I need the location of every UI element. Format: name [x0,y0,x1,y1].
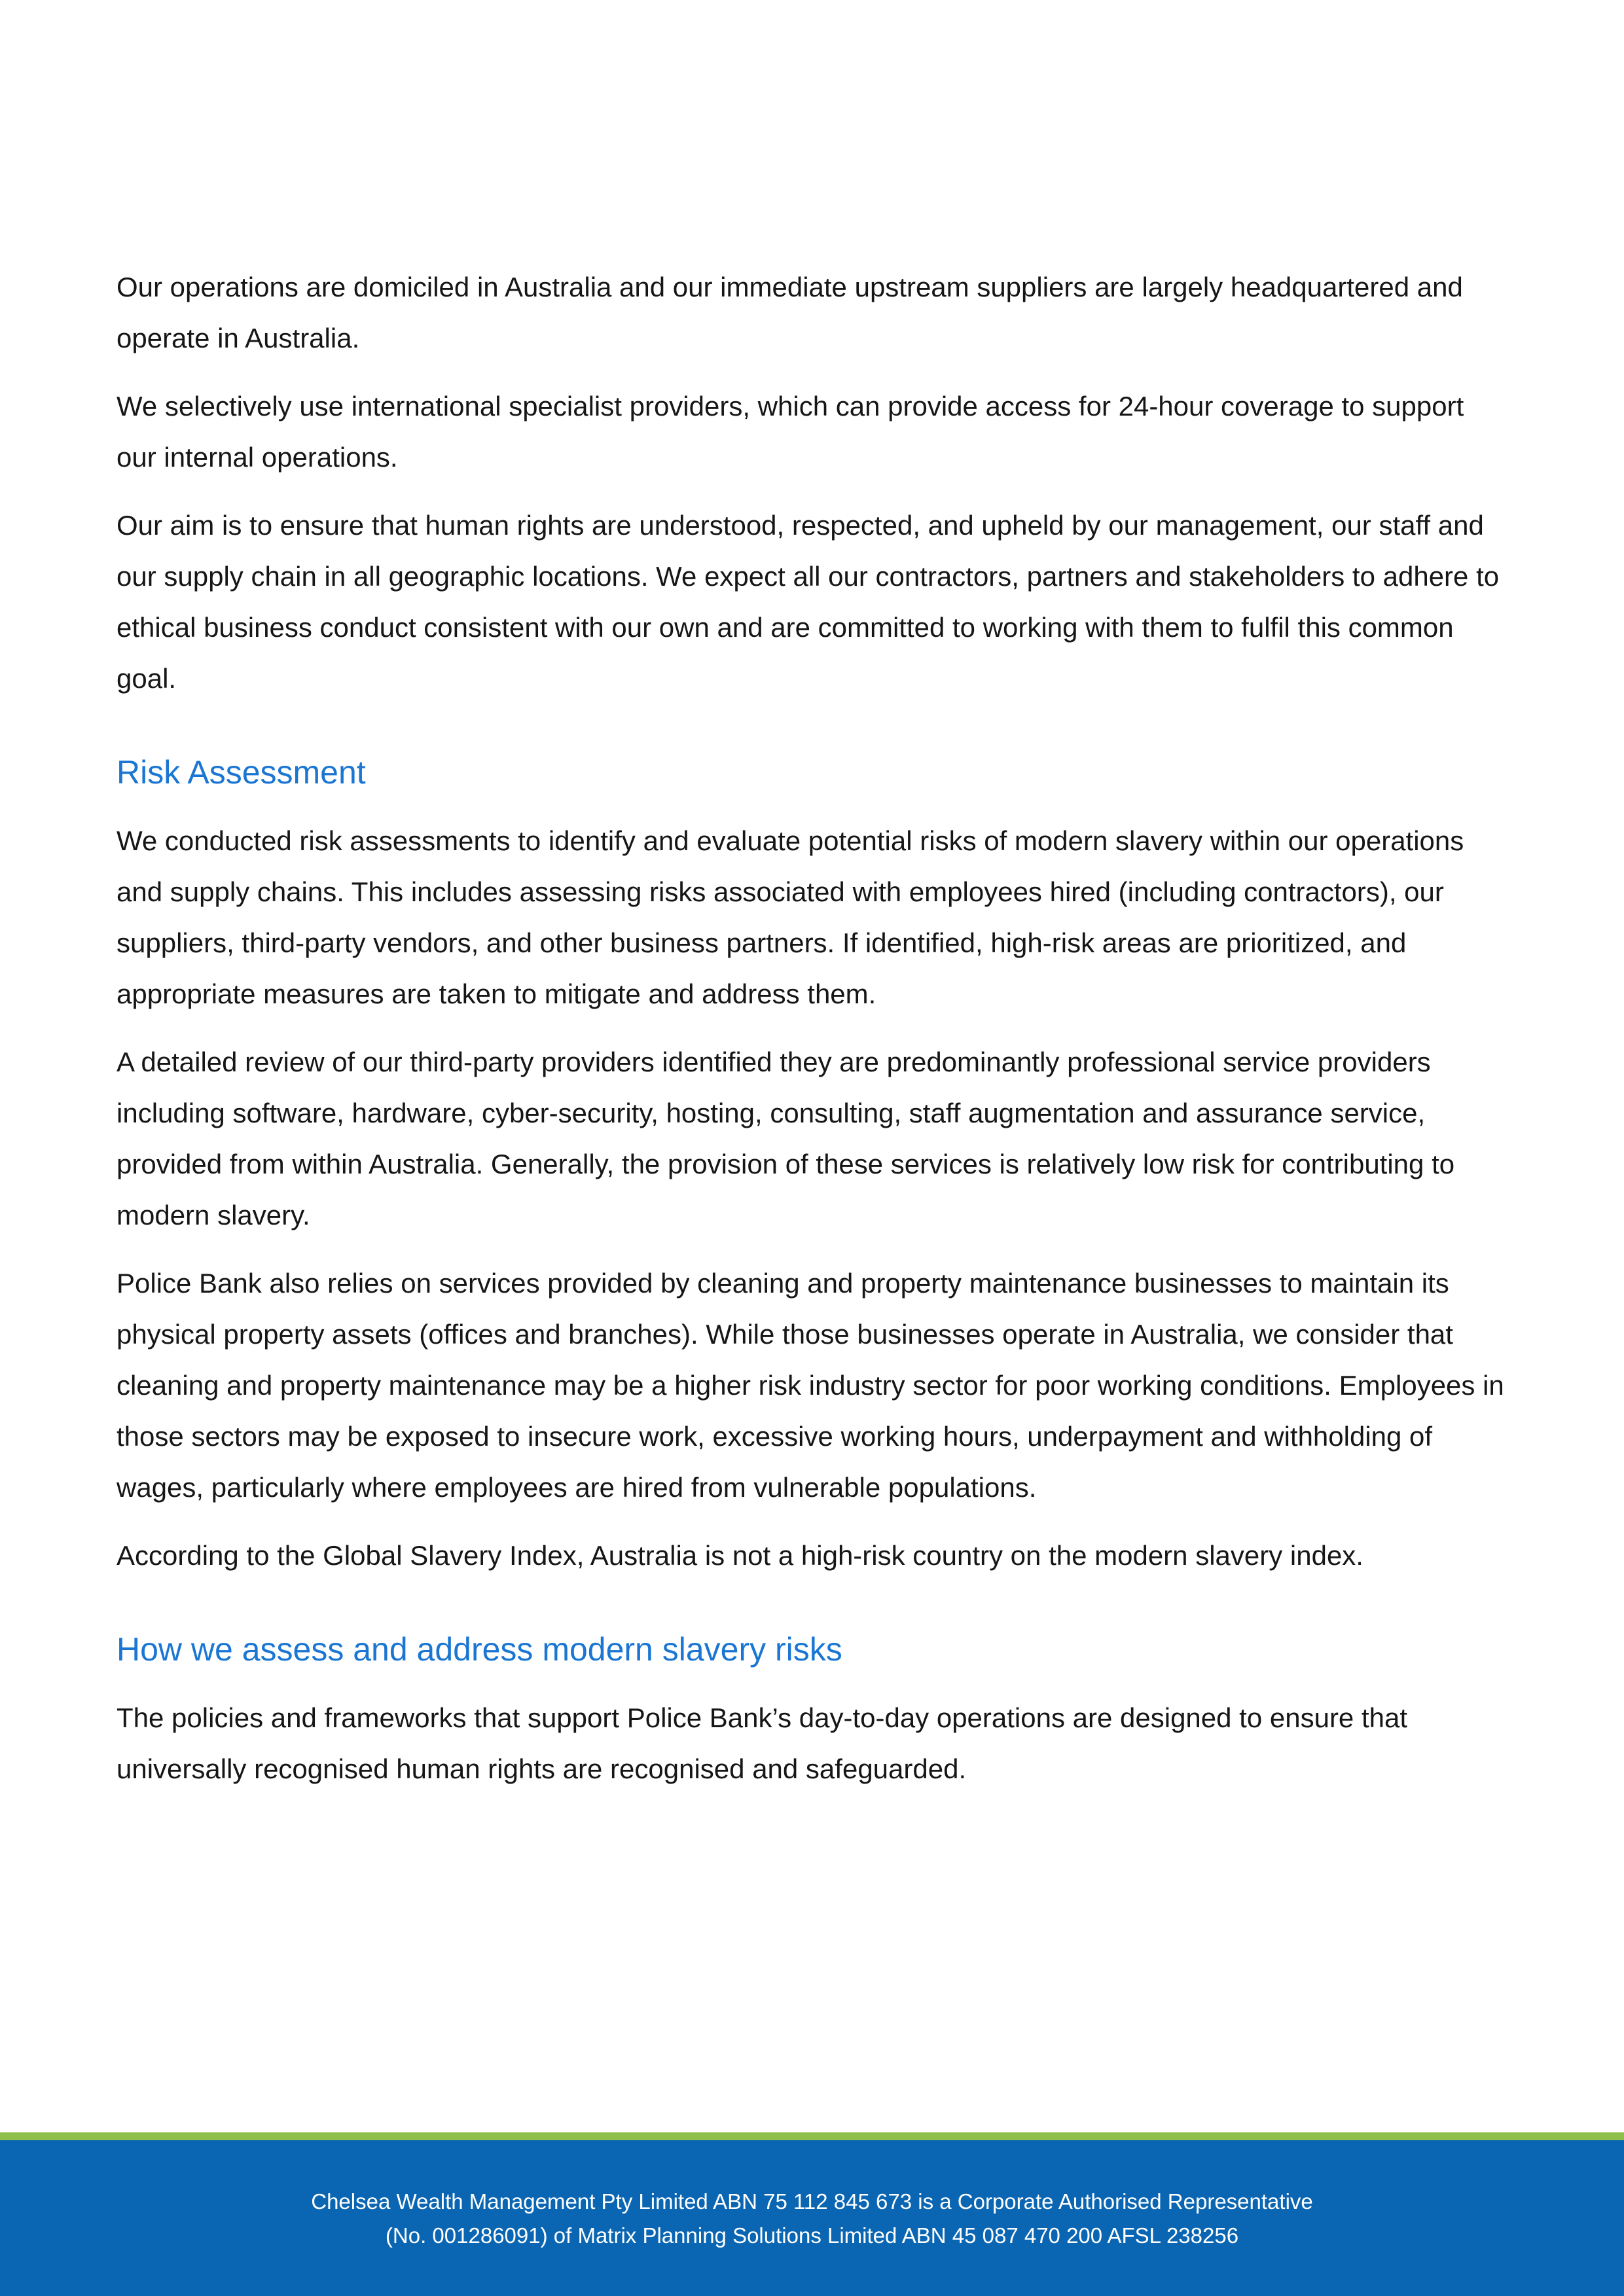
footer-accent-stripe [0,2132,1624,2140]
intro-paragraph-1: Our operations are domiciled in Australia and our immediate upstream suppliers are largely headquartered and operate in Australia. [117,272,1463,353]
intro-paragraph-3: Our aim is to ensure that human rights are understood, respected, and upheld by our management, our staff and our supply chain in all geographic locations. We expect all our contractors, partners and stakeholders to adhere to ethical business conduct consistent with our own and are committed to working with them to fulfil this common goal. [117,510,1500,694]
risk-assessment-heading: Risk Assessment [117,754,366,791]
risk-paragraph-4: According to the Global Slavery Index, Australia is not a high-risk country on the modern slavery index. [117,1540,1363,1571]
risk-paragraph-2: A detailed review of our third-party providers identified they are predominantly professional service providers including software, hardware, cyber-security, hosting, consulting, staff augmentation and assurance service, provided from within Australia. Generally, the provision of these services is relatively low risk for contributing to modern slavery. [117,1047,1455,1230]
risk-paragraph-3: Police Bank also relies on services provided by cleaning and property maintenance businesses to maintain its physical property assets (offices and branches). While those businesses operate in Australia, we consider that cleaning and property maintenance may be a higher risk industry sector for poor working conditions. Employees in those sectors may be exposed to insecure work, excessive working hours, underpayment and withholding of wages, particularly where employees are hired from vulnerable populations. [117,1268,1504,1503]
page-footer [0,2132,1624,2296]
footer-line-1: Chelsea Wealth Management Pty Limited ABN 75 112 845 673 is a Corporate Authorised Representative [311,2189,1313,2214]
risk-paragraph-1: We conducted risk assessments to identify and evaluate potential risks of modern slavery within our operations and supply chains. This includes assessing risks associated with employees hired (including contractors), our suppliers, third-party vendors, and other business partners. If identified, high-risk areas are prioritized, and appropriate measures are taken to mitigate and address them. [117,825,1464,1009]
footer-disclaimer [0,2185,1624,2253]
intro-paragraph-2: We selectively use international specialist providers, which can provide access for 24-hour coverage to support our internal operations. [117,391,1464,473]
assess-paragraph-1: The policies and frameworks that support Police Bank’s day-to-day operations are designed to ensure that universally recognised human rights are recognised and safeguarded. [117,1702,1408,1784]
footer-line-2: (No. 001286091) of Matrix Planning Solutions Limited ABN 45 087 470 200 AFSL 238256 [385,2223,1239,2248]
document-body [117,262,1507,1812]
assess-address-heading: How we assess and address modern slavery risks [117,1631,842,1668]
